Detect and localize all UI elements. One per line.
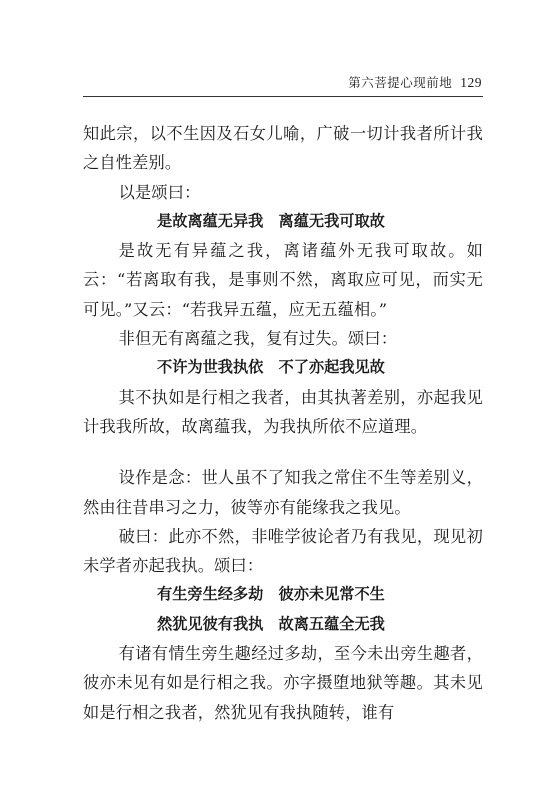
page-body bbox=[83, 119, 483, 727]
verse-line: 是故离蕴无异我 离蕴无我可取故 bbox=[157, 211, 385, 230]
chapter-title: 第六菩提心现前地 bbox=[348, 75, 453, 90]
page-number: 129 bbox=[460, 75, 482, 90]
verse-line: 有生旁生经多劫 彼亦未见常不生 bbox=[157, 585, 385, 604]
paragraph: 非但无有离蕴之我，复有过失。颂曰： bbox=[118, 329, 398, 349]
running-header bbox=[348, 73, 482, 91]
paragraph: 知此宗，以不生因及石女儿喻，广破一切计我者所计我之自性差别。 bbox=[83, 124, 483, 173]
paragraph: 设作是念：世人虽不了知我之常住不生等差别义，然由往昔串习之力，彼等亦有能缘我之我见。 bbox=[83, 468, 483, 517]
paragraph: 其不执如是行相之我者，由其执著差别，亦起我见计我我所故，故离蕴我，为我执所依不应道理。 bbox=[83, 387, 483, 436]
paragraph: 破曰：此亦不然，非唯学彼论者乃有我见，现见初未学者亦起我执。颂曰： bbox=[83, 526, 483, 576]
verse-line: 不许为世我执依 不了亦起我见故 bbox=[157, 358, 385, 377]
paragraph: 以是颂曰： bbox=[118, 182, 201, 202]
paragraph-gap bbox=[83, 441, 483, 463]
paragraph: 有诸有情生旁生趣经过多劫，至今未出旁生趣者，彼亦未见有如是行相之我。亦字摄堕地狱等趣。其未见如是行相之我者，然犹见有我执随转，谁有 bbox=[83, 644, 483, 722]
verse-line: 然犹见彼有我执 故离五蕴全无我 bbox=[157, 614, 385, 633]
header-rule bbox=[83, 96, 483, 97]
paragraph: 是故无有异蕴之我，离诸蕴外无我可取故。如云：“若离取有我，是事则不然，离取应可见，而实无可见。”又云：“若我异五蕴，应无五蕴相。” bbox=[83, 241, 483, 319]
